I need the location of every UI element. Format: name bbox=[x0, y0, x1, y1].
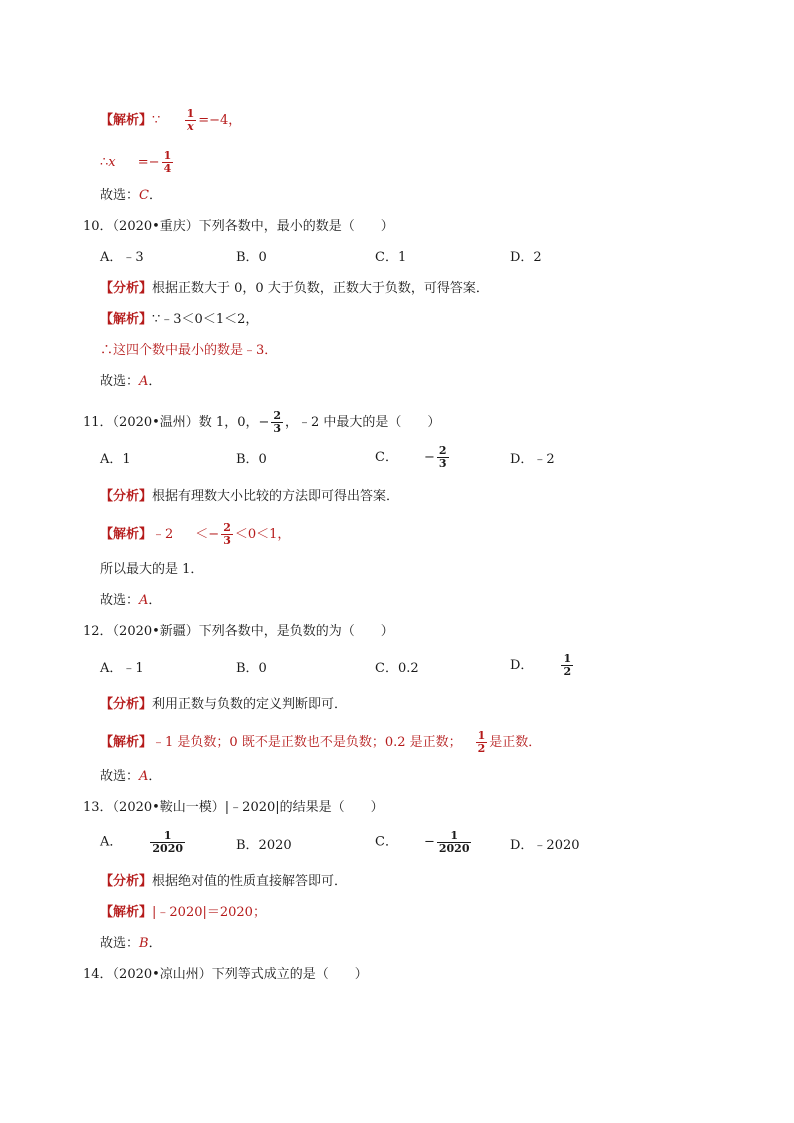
fraction: $\frac{1}{2}$ bbox=[477, 729, 486, 755]
q10-jiexi-line2: ∴这四个数中最小的数是﹣3． bbox=[100, 343, 278, 358]
q11-option-c: C． − $\frac{2}{3}$ bbox=[375, 444, 447, 470]
q13-option-b: B．2020 bbox=[236, 838, 292, 853]
q10-answer: 故选：A． bbox=[100, 374, 162, 389]
q11-option-b: B．0 bbox=[236, 452, 267, 467]
q12-option-a: A．﹣1 bbox=[100, 661, 144, 676]
q12-fenxi: 【分析】利用正数与负数的定义判断即可． bbox=[100, 697, 348, 712]
q9-therefore-line: ∴x =− $\frac{1}{4}$ bbox=[100, 149, 172, 175]
q13-option-a: A． $\frac{1}{2020}$ bbox=[100, 829, 184, 855]
q10-option-d: D．2 bbox=[510, 250, 542, 265]
q10-option-a: A．﹣3 bbox=[100, 250, 144, 265]
q12-option-c: C．0.2 bbox=[375, 661, 419, 676]
q12-option-d: D． $\frac{1}{2}$ bbox=[510, 652, 572, 678]
q9-answer: 故选：C． bbox=[100, 188, 162, 203]
fraction: $\frac{2}{3}$ bbox=[223, 521, 231, 547]
q13-option-d: D．﹣2020 bbox=[510, 838, 580, 853]
q11-option-d: D．﹣2 bbox=[510, 452, 555, 467]
fraction: $\frac{1}{x}$ bbox=[186, 107, 195, 133]
q12-answer: 故选：A． bbox=[100, 769, 162, 784]
fraction: $\frac{1}{2}$ bbox=[563, 652, 572, 678]
fraction: $\frac{1}{2020}$ bbox=[438, 829, 470, 855]
q11-jiexi: 【解析】﹣2 ＜− $\frac{2}{3}$ ＜0＜1， bbox=[100, 521, 291, 547]
q13-jiexi: 【解析】|﹣2020|＝2020； bbox=[100, 905, 266, 920]
q10-option-c: C．1 bbox=[375, 250, 407, 265]
jiexi-tag: 【解析】 bbox=[100, 113, 153, 128]
q13-stem: 13．（2020•鞍山一模）|﹣2020|的结果是（ ） bbox=[83, 800, 384, 815]
q12-stem: 12．（2020•新疆）下列各数中，是负数的为（ ） bbox=[83, 624, 394, 639]
fraction: $\frac{2}{3}$ bbox=[273, 409, 282, 435]
q13-fenxi: 【分析】根据绝对值的性质直接解答即可． bbox=[100, 874, 348, 889]
q13-option-c: C． − $\frac{1}{2020}$ bbox=[375, 829, 470, 855]
fraction: $\frac{2}{3}$ bbox=[438, 444, 447, 470]
q10-option-b: B．0 bbox=[236, 250, 267, 265]
q10-fenxi: 【分析】根据正数大于 0，0 大于负数，正数大于负数，可得答案． bbox=[100, 281, 489, 296]
q11-stem: 11．（2020•温州）数 1，0，− $\frac{2}{3}$ ，﹣2 中最大的是（ ） bbox=[83, 409, 441, 435]
q11-fenxi: 【分析】根据有理数大小比较的方法即可得出答案． bbox=[100, 489, 400, 504]
q12-jiexi: 【解析】﹣1 是负数；0 既不是正数也不是负数；0.2 是正数； $\frac{1}{2}$ 是正数． bbox=[100, 729, 542, 755]
fraction: $\frac{1}{2020}$ bbox=[152, 829, 184, 855]
q10-jiexi: 【解析】∵﹣3＜0＜1＜2， bbox=[100, 312, 259, 327]
q11-option-a: A．1 bbox=[100, 452, 131, 467]
q13-answer: 故选：B． bbox=[100, 936, 162, 951]
q11-answer: 故选：A． bbox=[100, 593, 162, 608]
q14-stem: 14．（2020•凉山州）下列等式成立的是（ ） bbox=[83, 967, 368, 982]
q10-stem: 10．（2020•重庆）下列各数中，最小的数是（ ） bbox=[83, 219, 394, 234]
fraction: $\frac{1}{4}$ bbox=[163, 149, 172, 175]
q11-jiexi-line2: 所以最大的是 1． bbox=[100, 562, 204, 577]
q12-option-b: B．0 bbox=[236, 661, 267, 676]
q9-jiexi-line: 【解析】∵ $\frac{1}{x}$ =−4， bbox=[100, 107, 242, 133]
